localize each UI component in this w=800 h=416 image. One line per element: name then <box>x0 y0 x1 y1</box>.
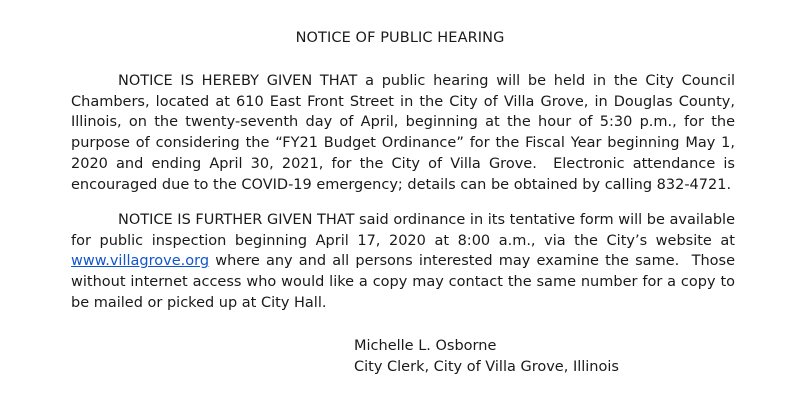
signature-title: City Clerk, City of Villa Grove, Illinois <box>354 358 619 375</box>
notice-paragraph-inspection <box>71 210 735 314</box>
website-link[interactable]: www.villagrove.org <box>71 253 210 270</box>
paragraph-text-before-link: NOTICE IS FURTHER GIVEN THAT said ordinance in its tentative form will be available for public inspection beginning April 17, 2020 at 8:00 a.m., via the City’s website at <box>71 212 735 249</box>
notice-paragraph-hearing: NOTICE IS HEREBY GIVEN THAT a public hearing will be held in the City Council Chambers, located at 610 East Front Street in the City of Villa Grove, in Douglas County, Illinois, on the twenty-seventh day of April, beginning at the hour of 5:30 p.m., for the purpose of considering the “FY21 Budget Ordinance” for the Fiscal Year beginning May 1, 2020 and ending April 30, 2021, for the City of Villa Grove. Electronic attendance is encouraged due to the COVID-19 emergency; details can be obtained by calling 832-4721. <box>71 73 735 193</box>
paragraph-text-after-link: where any and all persons interested may examine the same. Those without internet access who would like a copy may contact the same number for a copy to be mailed or picked up at City Hall. <box>71 253 735 311</box>
signature-block <box>354 336 619 377</box>
signature-name: Michelle L. Osborne <box>354 338 497 354</box>
notice-title: NOTICE OF PUBLIC HEARING <box>295 30 505 46</box>
